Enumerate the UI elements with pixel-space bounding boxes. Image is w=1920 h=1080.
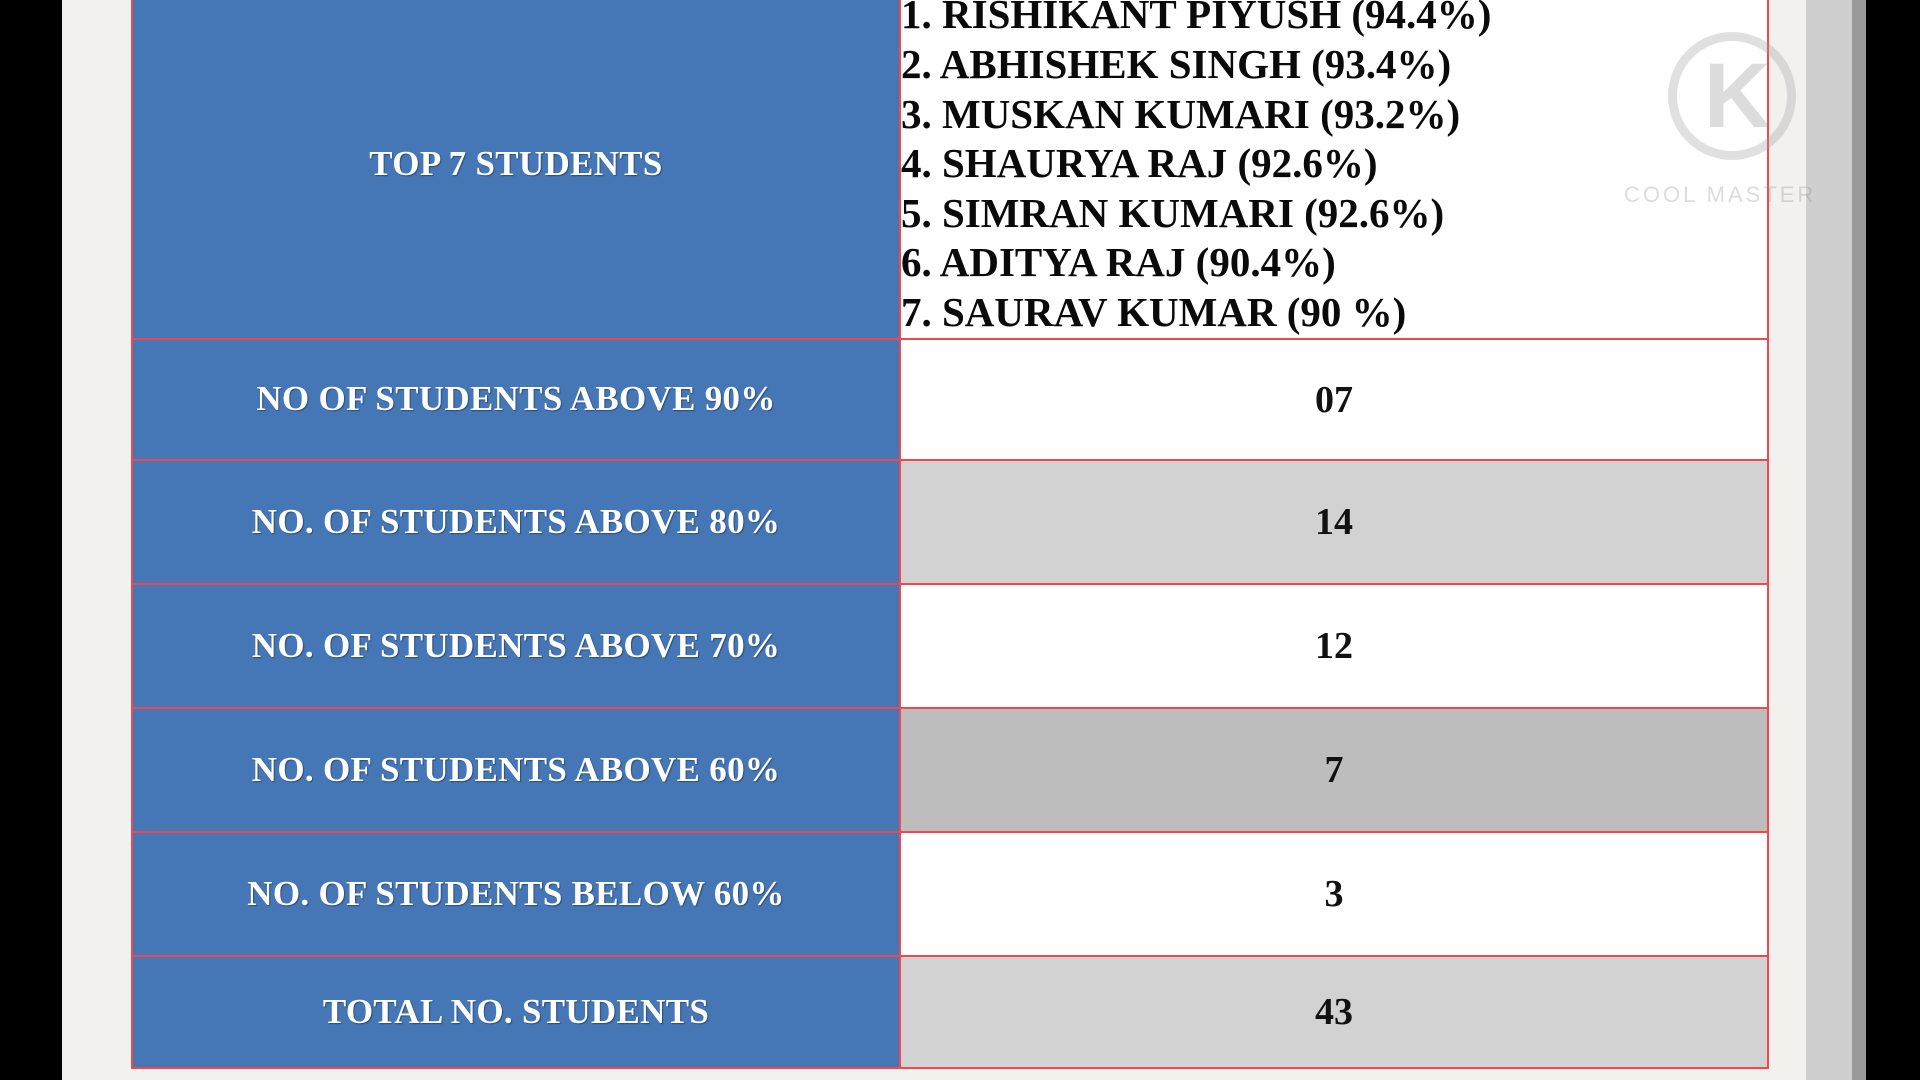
list-item: 3. MUSKAN KUMARI (93.2%): [901, 90, 1461, 137]
watermark-letter: K: [1704, 45, 1771, 147]
list-item: 4. SHAURYA RAJ (92.6%): [901, 140, 1378, 187]
row-value-top-students: [900, 0, 1771, 339]
list-item: 7. SAURAV KUMAR (90 %): [901, 289, 1407, 336]
row-value-below-60: 3: [900, 832, 1768, 956]
table-row: [132, 708, 1768, 832]
toppers-list: [901, 0, 1767, 338]
row-label-above-70: NO. OF STUDENTS ABOVE 70%: [132, 584, 900, 708]
row-label-below-60: NO. OF STUDENTS BELOW 60%: [132, 832, 900, 956]
row-value-total-students: 43: [900, 956, 1768, 1068]
page-right-edge: [1852, 0, 1866, 1080]
list-item: 1. RISHIKANT PIYUSH (94.4%): [901, 0, 1492, 38]
row-value-above-80: 14: [900, 460, 1768, 584]
table-row: [132, 0, 1768, 339]
row-label-total-students: TOTAL NO. STUDENTS: [132, 956, 900, 1068]
row-label-above-80: NO. OF STUDENTS ABOVE 80%: [132, 460, 900, 584]
table-row: [132, 832, 1768, 956]
table-row: [132, 584, 1768, 708]
table-row: [132, 339, 1768, 460]
page-right-gutter: [1806, 0, 1852, 1080]
results-table: [131, 0, 1769, 1069]
row-label-top-students: TOP 7 STUDENTS: [132, 0, 900, 339]
watermark-text: COOL MASTER: [1624, 182, 1817, 207]
list-item: 2. ABHISHEK SINGH (93.4%): [901, 40, 1452, 87]
list-item: 6. ADITYA RAJ (90.4%): [901, 239, 1336, 286]
row-label-above-60: NO. OF STUDENTS ABOVE 60%: [132, 708, 900, 832]
list-item: 5. SIMRAN KUMARI (92.6%): [901, 189, 1445, 236]
row-label-above-90: NO OF STUDENTS ABOVE 90%: [132, 339, 900, 460]
row-value-above-60: 7: [900, 708, 1768, 832]
table-row: [132, 956, 1768, 1068]
row-value-above-70: 12: [900, 584, 1768, 708]
table-row: [132, 460, 1768, 584]
results-table-container: [131, 0, 1769, 1080]
row-value-above-90: 07: [900, 339, 1768, 460]
